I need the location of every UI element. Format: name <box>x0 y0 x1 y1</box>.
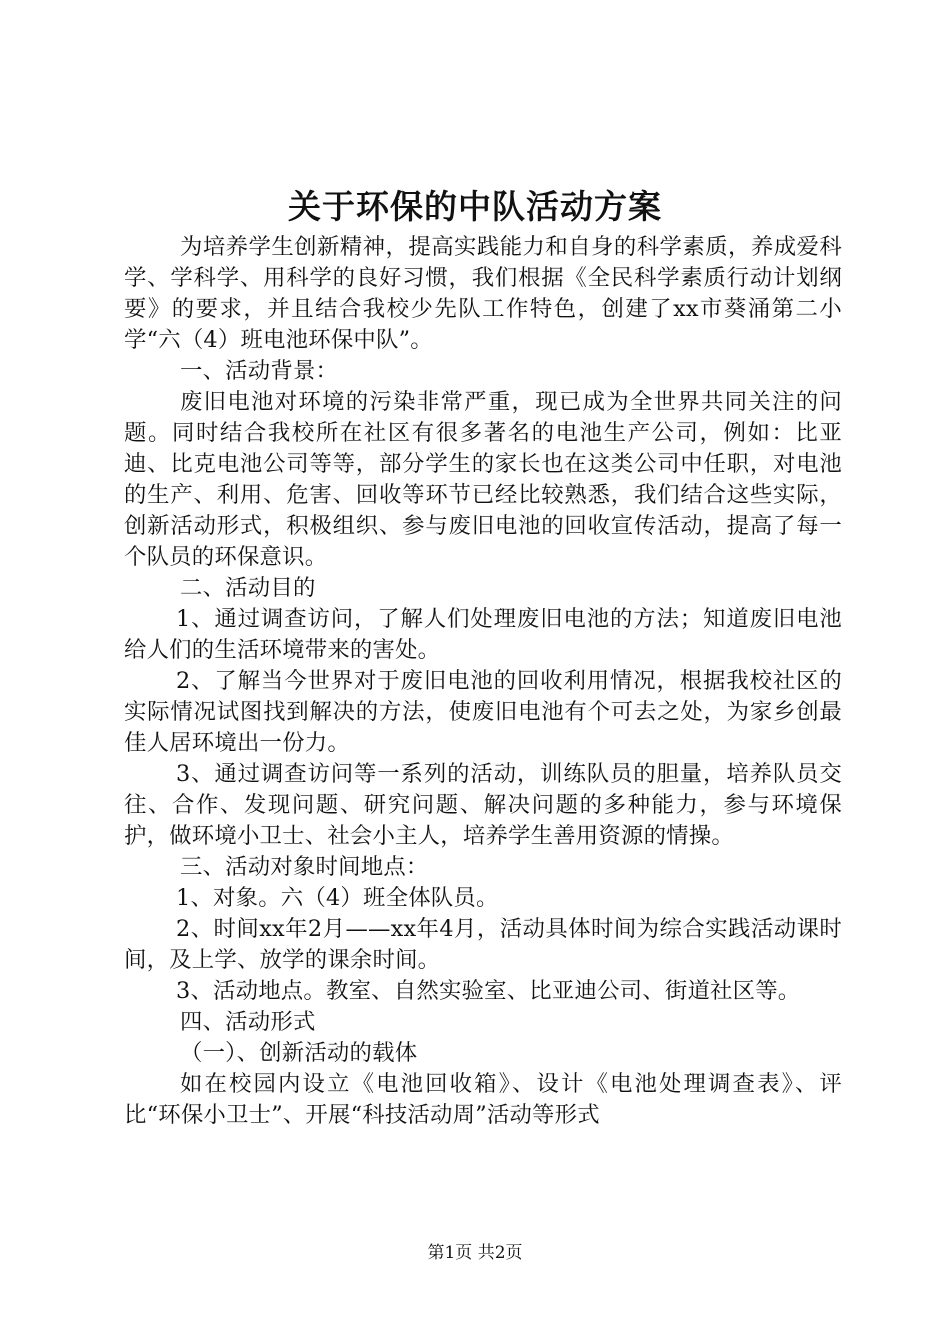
section-heading-form: 四、活动形式 <box>180 1009 316 1035</box>
section-heading-target-time-place: 三、活动对象时间地点： <box>180 854 429 880</box>
purpose-item-1: 1、通过调查访问，了解人们处理废旧电池的方法；知道废旧电池给人们的生活环境带来的害处。 <box>124 606 842 663</box>
target-item-3: 3、活动地点。教室、自然实验室、比亚迪公司、街道社区等。 <box>176 978 801 1004</box>
section-heading-background: 一、活动背景： <box>180 358 339 384</box>
page-number-footer: 第1页 共2页 <box>427 1243 523 1263</box>
intro-paragraph: 为培养学生创新精神，提高实践能力和自身的科学素质，养成爱科学、学科学、用科学的良好习惯，我们根据《全民科学素质行动计划纲要》的要求，并且结合我校少先队工作特色，创建了xx市葵涌第二小学“六（4）班电池环保中队”。 <box>124 234 842 353</box>
purpose-item-3: 3、通过调查访问等一系列的活动，训练队员的胆量，培养队员交往、合作、发现问题、研究问题、解决问题的多种能力，参与环境保护，做环境小卫士、社会小主人，培养学生善用资源的情操。 <box>124 761 842 849</box>
section-heading-purpose: 二、活动目的 <box>180 575 316 601</box>
subsection-heading-carrier: （一）、创新活动的载体 <box>180 1040 418 1066</box>
document-title: 关于环保的中队活动方案 <box>288 187 662 226</box>
target-item-2: 2、时间xx年2月——xx年4月，活动具体时间为综合实践活动课时间，及上学、放学的课余时间。 <box>124 916 842 973</box>
document-body <box>124 232 842 1131</box>
background-paragraph: 废旧电池对环境的污染非常严重，现已成为全世界共同关注的问题。同时结合我校所在社区有很多著名的电池生产公司，例如：比亚迪、比克电池公司等等，部分学生的家长也在这类公司中任职，对电池的生产、利用、危害、回收等环节已经比较熟悉，我们结合这些实际，创新活动形式，积极组织、参与废旧电池的回收宣传活动，提高了每一个队员的环保意识。 <box>124 389 842 570</box>
purpose-item-2: 2、了解当今世界对于废旧电池的回收利用情况，根据我校社区的实际情况试图找到解决的方法，使废旧电池有个可去之处，为家乡创最佳人居环境出一份力。 <box>124 668 842 756</box>
carrier-paragraph: 如在校园内设立《电池回收箱》、设计《电池处理调查表》、评比“环保小卫士”、开展“科技活动周”活动等形式 <box>124 1071 842 1128</box>
target-item-1: 1、对象。六（4）班全体队员。 <box>176 885 499 911</box>
